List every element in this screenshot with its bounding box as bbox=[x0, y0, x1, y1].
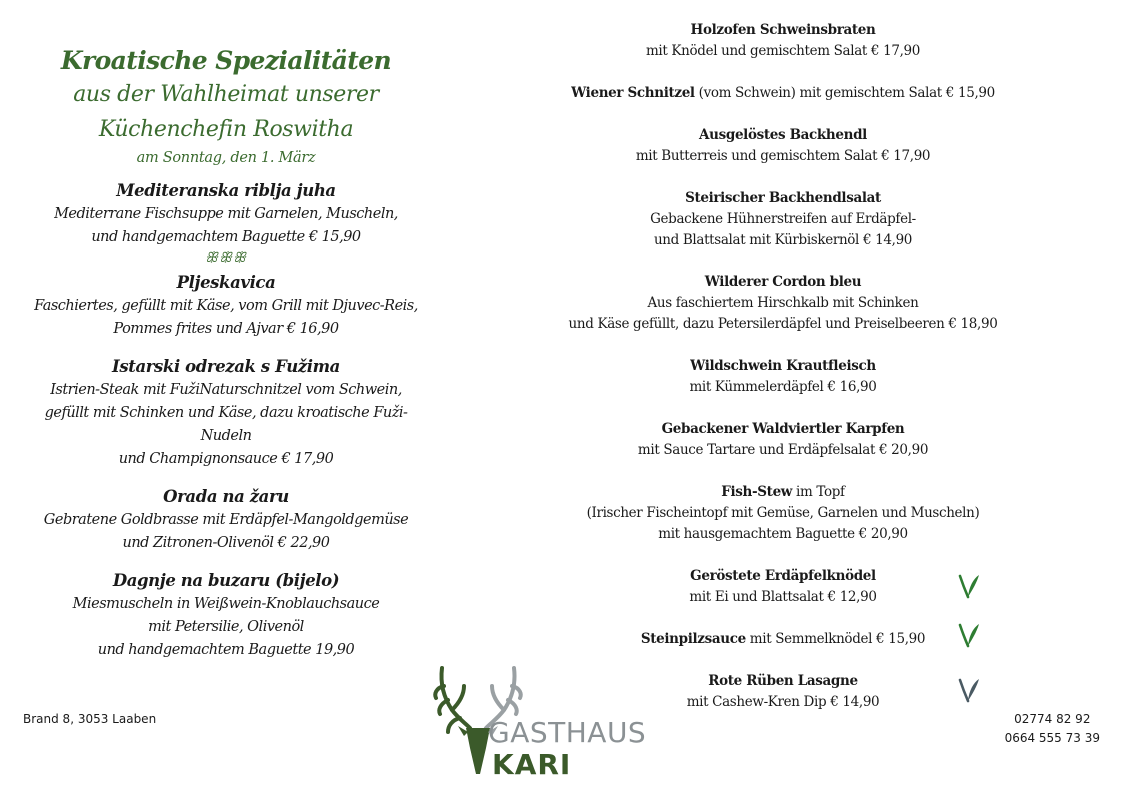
specials-subtitle-line1: aus der Wahlheimat unserer bbox=[73, 82, 379, 107]
logo-word-kari: KARI bbox=[492, 748, 572, 780]
address: Brand 8, 3053 Laaben bbox=[23, 712, 157, 726]
menu-item-description: mit Sauce Tartare und Erdäpfelsalat € 20,90 bbox=[637, 442, 929, 458]
dish-description: gefüllt mit Schinken und Käse, dazu kroatische Fuži-Nudeln bbox=[44, 405, 408, 444]
phone-numbers bbox=[1005, 710, 1100, 748]
menu-item-name: Ausgelöstes Backhendl bbox=[699, 127, 867, 143]
menu-item bbox=[540, 419, 1026, 461]
menu-item-description: mit Kümmelerdäpfel € 16,90 bbox=[689, 379, 877, 395]
menu-item-name: Wildschwein Krautfleisch bbox=[690, 358, 876, 374]
dish-item bbox=[20, 355, 432, 471]
menu-item-description: Gebackene Hühnerstreifen auf Erdäpfel- bbox=[650, 211, 916, 227]
menu-item-description: und Käse gefüllt, dazu Petersilerdäpfel und Preiselbeeren € 18,90 bbox=[568, 316, 998, 332]
menu-item-description: mit Cashew-Kren Dip € 14,90 bbox=[686, 694, 880, 710]
menu-item-description: (vom Schwein) mit gemischtem Salat € 15,90 bbox=[694, 85, 995, 101]
menu-item-description: mit Butterreis und gemischtem Salat € 17,90 bbox=[635, 148, 931, 164]
menu-item-description: (Irischer Fischeintopf mit Gemüse, Garnelen und Muscheln) bbox=[586, 505, 980, 521]
croatian-specials-section bbox=[20, 44, 432, 662]
menu-item-description: mit Knödel und gemischtem Salat € 17,90 bbox=[645, 43, 920, 59]
menu-item bbox=[540, 566, 1026, 608]
menu-item-name: Wiener Schnitzel bbox=[571, 85, 695, 101]
menu-item-name: Steinpilzsauce bbox=[640, 631, 746, 647]
dish-description: und handgemachtem Baguette 19,90 bbox=[97, 642, 355, 658]
dish-description: mit Petersilie, Olivenöl bbox=[148, 619, 304, 635]
menu-item-description: mit Semmelknödel € 15,90 bbox=[745, 631, 926, 647]
dish-description: Gebratene Goldbrasse mit Erdäpfel-Mangoldgemüse bbox=[43, 512, 409, 528]
vegan-leaf-icon bbox=[957, 676, 981, 704]
menu-item-name: Wilderer Cordon bleu bbox=[704, 274, 862, 290]
dish-description: Istrien-Steak mit FužiNaturschnitzel vom Schwein, bbox=[50, 382, 402, 398]
dish-description: Pommes frites und Ajvar € 16,90 bbox=[113, 321, 339, 337]
specials-title: Kroatische Spezialitäten bbox=[60, 46, 392, 75]
dish-name: Dagnje na buzaru (bijelo) bbox=[112, 571, 340, 590]
menu-item-description: mit Ei und Blattsalat € 12,90 bbox=[689, 589, 877, 605]
gasthaus-kari-logo bbox=[430, 662, 660, 780]
menu-item bbox=[540, 272, 1026, 335]
menu-item bbox=[540, 482, 1026, 545]
menu-item bbox=[540, 188, 1026, 251]
ornament-divider: ꕥꕥꕥ bbox=[205, 250, 247, 266]
dish-name: Orada na žaru bbox=[163, 487, 289, 506]
dish-description: und Champignonsauce € 17,90 bbox=[118, 451, 334, 467]
menu-item-name: Gebackener Waldviertler Karpfen bbox=[661, 421, 905, 437]
dish-description: und handgemachtem Baguette € 15,90 bbox=[91, 229, 361, 245]
dish-item bbox=[20, 569, 432, 662]
menu-item-description: mit hausgemachtem Baguette € 20,90 bbox=[658, 526, 908, 542]
dish-item bbox=[20, 271, 432, 341]
logo-word-gasthaus: GASTHAUS bbox=[488, 716, 647, 749]
dish-description: Faschiertes, gefüllt mit Käse, vom Grill mit Djuvec-Reis, bbox=[34, 298, 418, 314]
dish-name: Istarski odrezak s Fužima bbox=[112, 357, 340, 376]
dish-description: und Zitronen-Olivenöl € 22,90 bbox=[122, 535, 330, 551]
menu-item-name: Geröstete Erdäpfelknödel bbox=[690, 568, 876, 584]
menu-item bbox=[540, 356, 1026, 398]
dish-description: Mediterrane Fischsuppe mit Garnelen, Muscheln, bbox=[54, 206, 398, 222]
menu-item-name: Rote Rüben Lasagne bbox=[708, 673, 858, 689]
main-menu-section bbox=[540, 20, 1026, 734]
vegetarian-leaf-icon bbox=[957, 621, 981, 649]
vegetarian-leaf-icon bbox=[957, 572, 981, 600]
menu-item bbox=[540, 629, 1026, 650]
dish-name: Mediteranska riblja juha bbox=[116, 181, 336, 200]
dish-description: Miesmuscheln in Weißwein-Knoblauchsauce bbox=[72, 596, 380, 612]
menu-item-name: Fish-Stew bbox=[721, 484, 793, 500]
menu-item-description: und Blattsalat mit Kürbiskernöl € 14,90 bbox=[653, 232, 913, 248]
specials-date: am Sonntag, den 1. März bbox=[136, 150, 316, 166]
specials-subtitle-line2: Küchenchefin Roswitha bbox=[98, 117, 354, 142]
menu-item-name: Holzofen Schweinsbraten bbox=[690, 22, 876, 38]
dish-item bbox=[20, 179, 432, 249]
phone-mobile: 0664 555 73 39 bbox=[1004, 731, 1100, 745]
dish-name: Pljeskavica bbox=[176, 273, 276, 292]
phone-landline: 02774 82 92 bbox=[1014, 712, 1091, 726]
dish-item bbox=[20, 485, 432, 555]
menu-item bbox=[540, 83, 1026, 104]
menu-item-name-suffix: im Topf bbox=[792, 484, 845, 500]
menu-item bbox=[540, 20, 1026, 62]
menu-item-name: Steirischer Backhendlsalat bbox=[685, 190, 881, 206]
menu-item-description: Aus faschiertem Hirschkalb mit Schinken bbox=[647, 295, 919, 311]
menu-item bbox=[540, 125, 1026, 167]
